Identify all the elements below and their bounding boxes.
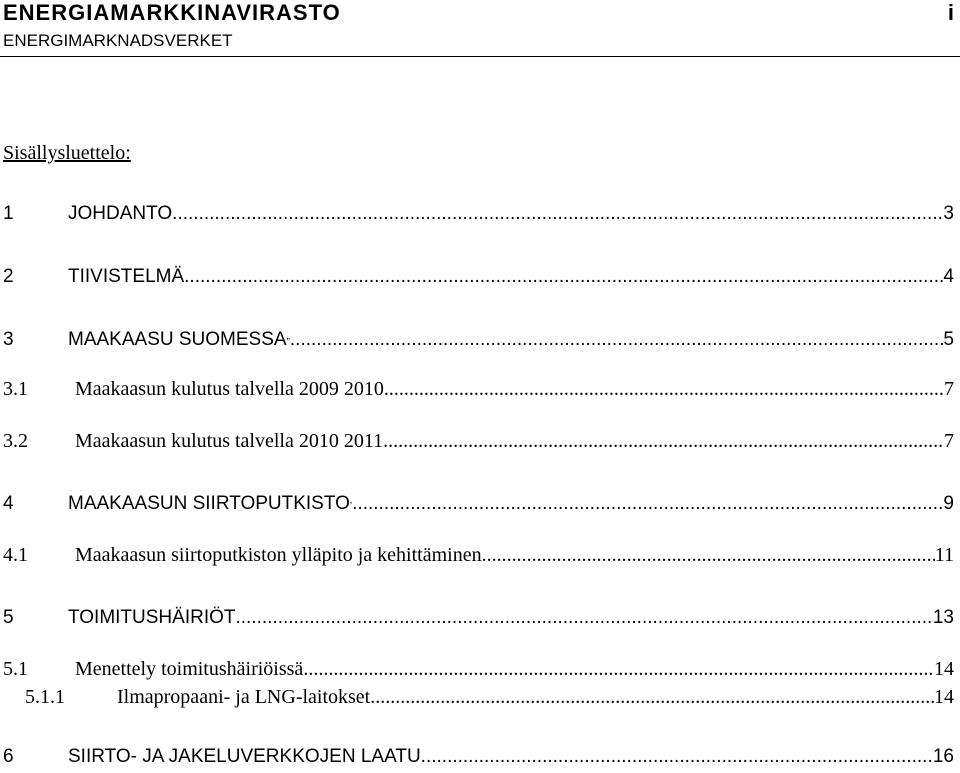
toc-entry[interactable]: [3, 490, 954, 518]
dot-leader: [303, 655, 934, 683]
toc-entry-page: 3: [943, 203, 954, 224]
toc-entry[interactable]: [3, 427, 954, 455]
toc-entry-page: 9: [943, 493, 954, 514]
dot-leader: [235, 604, 932, 632]
toc-entry-page: 7: [944, 378, 954, 400]
toc-entry-page: 16: [932, 746, 954, 767]
toc-entry[interactable]: [25, 684, 954, 710]
toc-entry-page: 5: [943, 329, 954, 350]
toc-entry[interactable]: [3, 200, 954, 228]
dot-leader: [383, 427, 944, 455]
toc-entry[interactable]: [3, 743, 954, 771]
toc-entry-title: MAAKAASU SUOMESSA: [68, 329, 287, 350]
header-subtitle: ENERGIMARKNADSVERKET: [3, 31, 233, 50]
dot-leader: [184, 263, 943, 291]
toc-entry-number: 5.1: [3, 658, 28, 680]
page-marker: i: [947, 0, 954, 25]
toc-entry-mark: ”: [286, 337, 290, 348]
toc-entry-title: Menettely toimitushäiriöissä: [75, 658, 304, 680]
toc-entry-page: 4: [943, 266, 954, 287]
toc-entry[interactable]: [3, 326, 954, 354]
dot-leader: [290, 326, 944, 354]
toc-heading: Sisällysluettelo:: [3, 142, 131, 164]
dot-leader: [352, 490, 943, 518]
toc-entry-title: TIIVISTELMÄ: [68, 266, 185, 287]
toc-entry[interactable]: [3, 604, 954, 632]
header-title: ENERGIAMARKKINAVIRASTO: [3, 0, 341, 25]
toc-entry-title: TOIMITUSHÄIRIÖT: [68, 607, 236, 628]
toc-entry-title: SIIRTO- JA JAKELUVERKKOJEN LAATU: [68, 746, 421, 767]
header-rule: [0, 56, 960, 57]
toc-entry-number: 6: [3, 746, 14, 767]
toc-entry-page: 13: [932, 607, 954, 628]
dot-leader: [384, 375, 944, 403]
toc-entry-number: 4: [3, 493, 14, 514]
toc-entry-number: 5.1.1: [25, 686, 65, 708]
toc-entry[interactable]: [3, 541, 954, 569]
toc-entry-page: 14: [934, 686, 954, 708]
dot-leader: [482, 541, 935, 569]
toc-entry-title: Maakaasun kulutus talvella 2010 2011: [75, 430, 384, 452]
toc-entry-title: MAAKAASUN SIIRTOPUTKISTO: [68, 493, 350, 514]
toc-entry[interactable]: [3, 375, 954, 403]
toc-entry-number: 1: [3, 203, 14, 224]
toc-entry[interactable]: [3, 655, 954, 683]
toc-entry-title: Maakaasun siirtoputkiston ylläpito ja kehittäminen: [75, 544, 482, 566]
toc-entry-page: 11: [934, 544, 954, 566]
toc-entry-number: 4.1: [3, 544, 28, 566]
toc-entry-page: 7: [944, 430, 954, 452]
toc-entry-number: 3.2: [3, 430, 28, 452]
toc-entry-number: 5: [3, 607, 14, 628]
toc-entry-number: 3.1: [3, 378, 28, 400]
dot-leader: [421, 743, 933, 771]
toc-entry-number: 3: [3, 329, 14, 350]
toc-entry-number: 2: [3, 266, 14, 287]
toc-entry[interactable]: [3, 263, 954, 291]
toc-entry-title: Ilmapropaani- ja LNG-laitokset: [117, 686, 371, 708]
toc-entry-title: JOHDANTO: [68, 203, 173, 224]
dot-leader: [172, 200, 943, 228]
dot-leader: [370, 684, 934, 710]
toc-entry-mark: ’: [349, 501, 353, 512]
toc-entry-page: 14: [934, 658, 954, 680]
toc-entry-title: Maakaasun kulutus talvella 2009 2010: [75, 378, 384, 400]
